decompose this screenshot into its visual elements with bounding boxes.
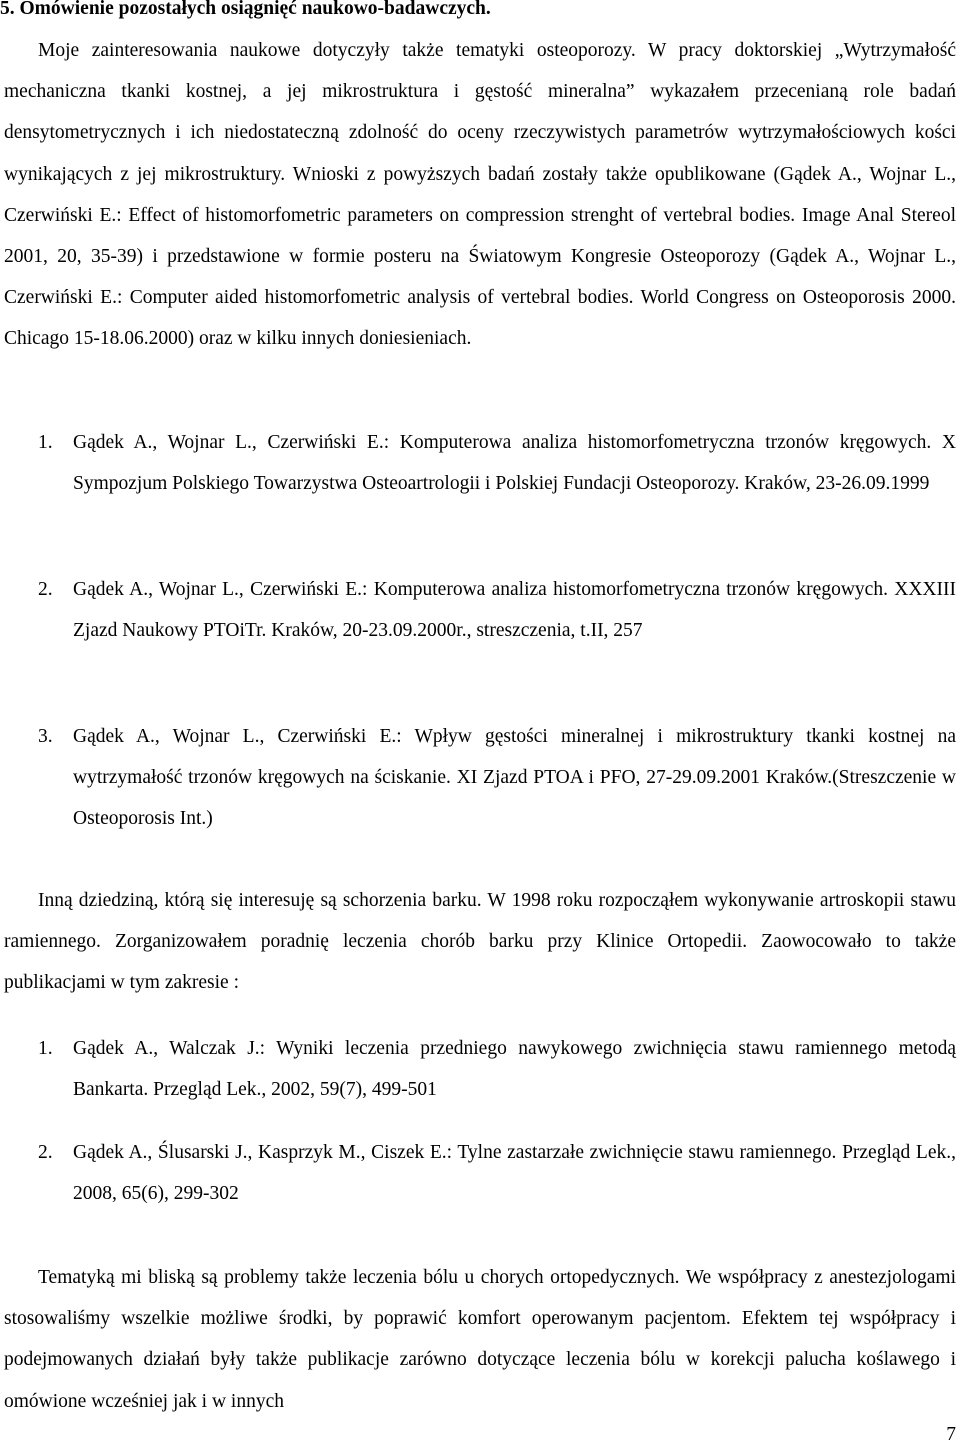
list-text: Gądek A., Ślusarski J., Kasprzyk M., Ciszek E.: Tylne zastarzałe zwichnięcie stawu ramiennego. Przegląd Lek., 2008, 65(6), 299-302 (73, 1142, 956, 1205)
paragraph-shoulder (4, 880, 956, 1004)
list-number: 3. (38, 726, 53, 747)
paragraph-osteoporosis (4, 30, 956, 360)
list-item (38, 716, 956, 840)
page-number: 7 (946, 1424, 956, 1445)
list-text: Gądek A., Walczak J.: Wyniki leczenia przedniego nawykowego zwichnięcia stawu ramiennego metodą Bankarta. Przegląd Lek., 2002, 59(7), 499-501 (73, 1038, 956, 1101)
list-text: Gądek A., Wojnar L., Czerwiński E.: Komputerowa analiza histomorfometryczna trzonów kręgowych. XXXIII Zjazd Naukowy PTOiTr. Kraków, 20-23.09.2000r., streszczenia, t.II, 257 (73, 579, 956, 642)
list-number: 1. (38, 432, 53, 453)
list-number: 2. (38, 579, 53, 600)
paragraph-text: Tematyką mi bliską są problemy także leczenia bólu u chorych ortopedycznych. We współpracy z anestezjologami stosowaliśmy wszelkie możliwe środki, by poprawić komfort operowanym pacjentom. Efektem tej współpracy i podejmowanych działań były także publikacje zarówno dotyczące leczenia bólu w korekcji palucha koślawego i omówione wcześniej jak i w innych (4, 1267, 956, 1412)
list-item (38, 1132, 956, 1214)
paragraph-pain (4, 1257, 956, 1422)
list-item (38, 422, 956, 504)
list-number: 1. (38, 1038, 53, 1059)
list-item (38, 569, 956, 651)
paragraph-text: Inną dziedziną, którą się interesuję są schorzenia barku. W 1998 roku rozpocząłem wykonywanie artroskopii stawu ramiennego. Zorganizowałem poradnię leczenia chorób barku przy Klinice Ortopedii. Zaowocowało to także publikacjami w tym zakresie : (4, 890, 956, 994)
section-heading: 5. Omówienie pozostałych osiągnięć naukowo-badawczych. (0, 0, 491, 19)
list-number: 2. (38, 1142, 53, 1163)
list-item (38, 1028, 956, 1110)
list-text: Gądek A., Wojnar L., Czerwiński E.: Wpływ gęstości mineralnej i mikrostruktury tkanki kostnej na wytrzymałość trzonów kręgowych na ściskanie. XI Zjazd PTOA i PFO, 27-29.09.2001 Kraków.(Streszczenie w Osteoporosis Int.) (73, 726, 956, 830)
paragraph-text: Moje zainteresowania naukowe dotyczyły także tematyki osteoporozy. W pracy doktorskiej „Wytrzymałość mechaniczna tkanki kostnej, a jej mikrostruktura i gęstość mineralna” wykazałem przecenianą role badań densytometrycznych i ich niedostateczną zdolność do oceny rzeczywistych parametrów wytrzymałościowych kości wynikających z jej mikrostruktury. Wnioski z powyższych badań zostały także opublikowane (Gądek A., Wojnar L., Czerwiński E.: Effect of histomorfometric parameters on compression strenght of vertebral bodies. Image Anal Stereol 2001, 20, 35-39) i przedstawione w formie posteru na Światowym Kongresie Osteoporozy (Gądek A., Wojnar L., Czerwiński E.: Computer aided histomorfometric analysis of vertebral bodies. World Congress on Osteoporosis 2000. Chicago 15-18.06.2000) oraz w kilku innych doniesieniach. (4, 40, 956, 350)
list-text: Gądek A., Wojnar L., Czerwiński E.: Komputerowa analiza histomorfometryczna trzonów kręgowych. X Sympozjum Polskiego Towarzystwa Osteoartrologii i Polskiej Fundacji Osteoporozy. Kraków, 23-26.09.1999 (73, 432, 956, 495)
